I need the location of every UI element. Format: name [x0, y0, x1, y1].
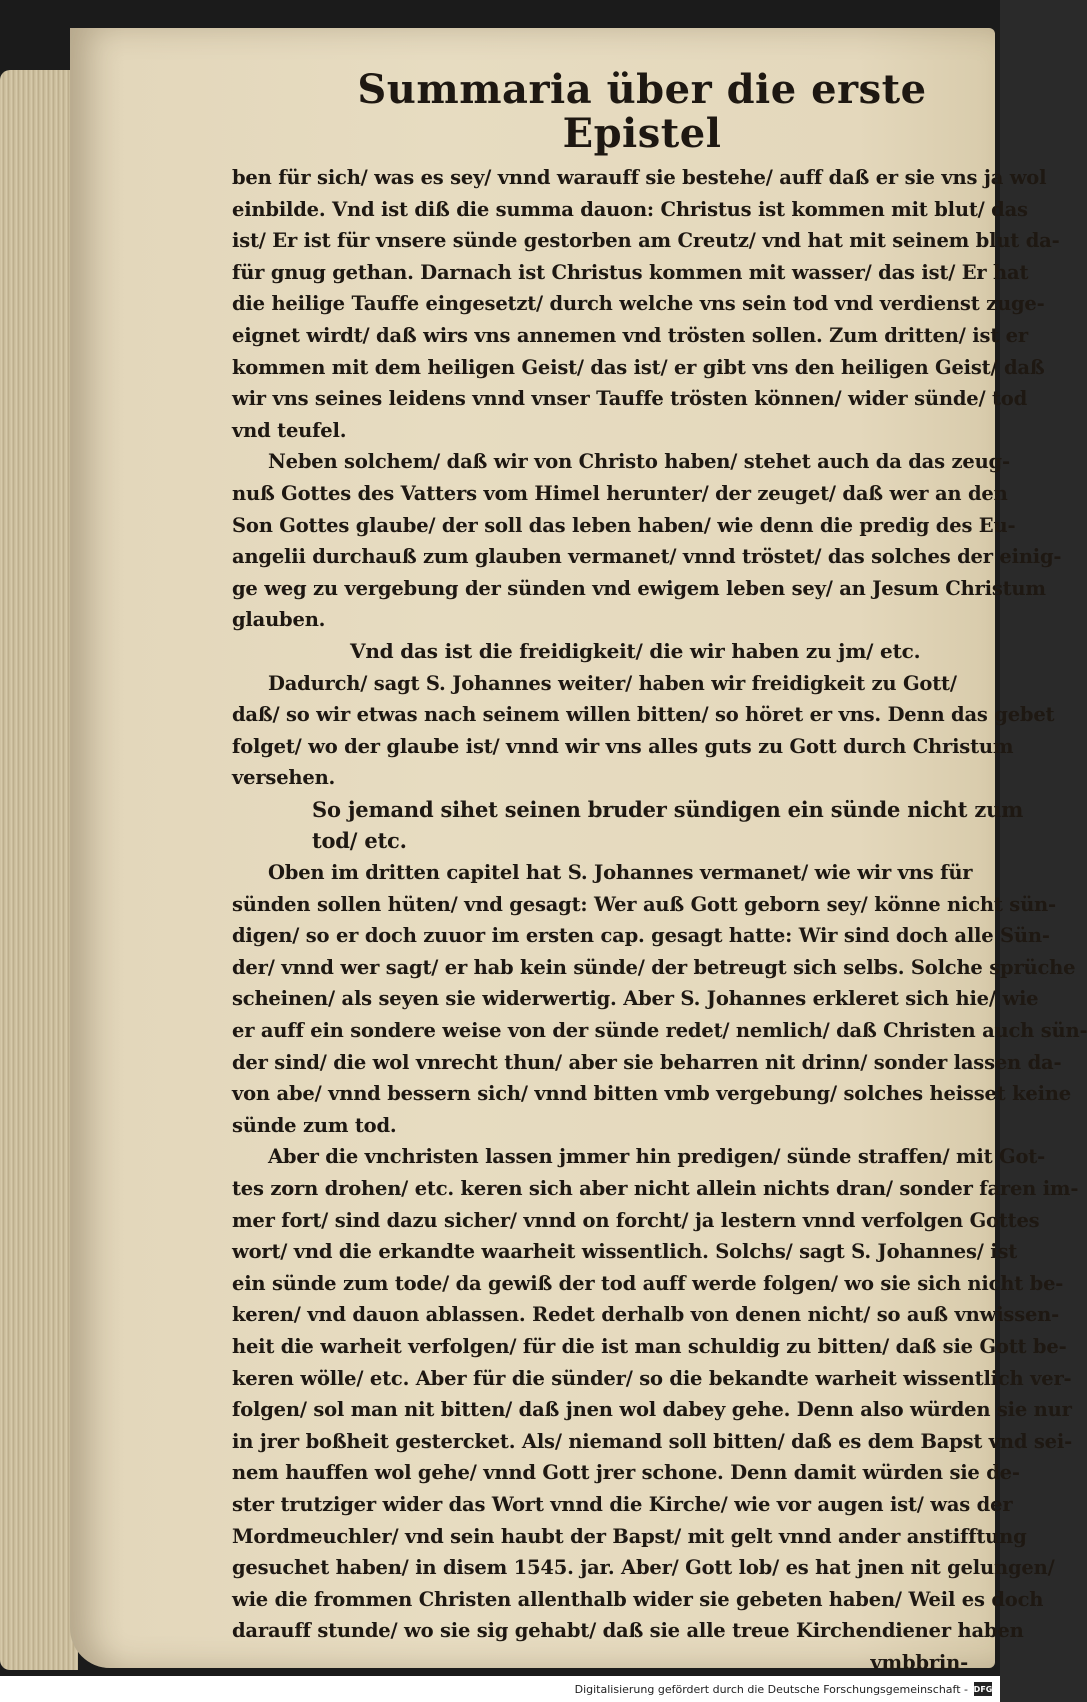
text-line: ster trutziger wider das Wort vnnd die Kirche/ wie vor augen ist/ was der — [232, 1492, 1013, 1516]
text-line: ist/ Er ist für vnsere sünde gestorben am Creutz/ vnd hat mit seinem blut da- — [232, 229, 1060, 253]
running-header: Summaria über die erste Epistel — [357, 66, 927, 157]
page-text — [232, 62, 1087, 1679]
text-line: Neben solchem/ daß wir von Christo haben/ stehet auch da das zeug- — [268, 450, 1010, 474]
text-line: Oben im dritten capitel hat S. Johannes vermanet/ wie wir vns für — [268, 861, 973, 885]
text-line: tod/ etc. — [312, 828, 407, 854]
page-edges — [0, 70, 78, 1670]
text-line: ein sünde zum tode/ da gewiß der tod auff werde folgen/ wo sie sich nicht be- — [232, 1271, 1064, 1295]
text-line: tes zorn drohen/ etc. keren sich aber nicht allein nichts dran/ sonder faren im- — [232, 1177, 1079, 1200]
text-line: der sind/ die wol vnrecht thun/ aber sie beharren nit drinn/ sonder lassen da- — [232, 1050, 1062, 1074]
credit-text: Digitalisierung gefördert durch die Deutsche Forschungsgemeinschaft - — [574, 1682, 968, 1696]
text-line: wir vns seines leidens vnnd vnser Tauffe trösten können/ wider sünde/ tod — [232, 387, 1028, 411]
text-line: darauff stunde/ wo sie sig gehabt/ daß sie alle treue Kirchendiener haben — [232, 1619, 1024, 1643]
text-line: versehen. — [232, 766, 336, 790]
text-line: sünden sollen hüten/ vnd gesagt: Wer auß Gott geborn sey/ könne nicht sün- — [232, 892, 1056, 916]
text-line: gesuchet haben/ in disem 1545. jar. Aber/ Gott lob/ es hat jnen nit gelungen/ — [232, 1556, 1055, 1580]
text-line: ge weg zu vergebung der sünden vnd ewigem leben sey/ an Jesum Christum — [232, 576, 1046, 600]
text-line: eignet wirdt/ daß wirs vns annemen vnd trösten sollen. Zum dritten/ ist er — [232, 323, 1028, 347]
dfg-credit — [575, 1682, 992, 1696]
text-line: Mordmeuchler/ vnd sein haubt der Bapst/ mit gelt vnnd ander anstifftung — [232, 1524, 1027, 1548]
text-line: nuß Gottes des Vatters vom Himel herunter/ der zeuget/ daß wer an den — [232, 481, 1008, 505]
text-line: glauben. — [232, 608, 326, 632]
text-line: für gnug gethan. Darnach ist Christus kommen mit wasser/ das ist/ Er hat — [232, 260, 1029, 284]
text-line: ben für sich/ was es sey/ vnnd warauff sie bestehe/ auff daß er sie vns ja wol — [232, 166, 1047, 189]
text-line: keren/ vnd dauon ablassen. Redet derhalb von denen nicht/ so auß vnwissen- — [232, 1303, 1060, 1327]
text-line: Aber die vnchristen lassen jmmer hin predigen/ sünde straffen/ mit Got- — [268, 1145, 1045, 1169]
text-line: der/ vnnd wer sagt/ er hab kein sünde/ der betreugt sich selbs. Solche sprüche — [232, 955, 1076, 979]
text-line: So jemand sihet seinen bruder sündigen ein sünde nicht zum — [312, 796, 1024, 822]
text-line: sünde zum tod. — [232, 1113, 397, 1137]
text-line: einbilde. Vnd ist diß die summa dauon: Christus ist kommen mit blut/ das — [232, 197, 1028, 221]
text-line: vmbbrin- — [870, 1650, 968, 1674]
text-line: angelii durchauß zum glauben vermanet/ vnnd tröstet/ das solches der einig- — [232, 545, 1062, 569]
text-lines — [232, 162, 1087, 1679]
text-line: von abe/ vnnd bessern sich/ vnnd bitten vmb vergebung/ solches heisset keine — [232, 1082, 1071, 1106]
text-line: Dadurch/ sagt S. Johannes weiter/ haben wir freidigkeit zu Gott/ — [268, 671, 957, 695]
text-line: folgen/ sol man nit bitten/ daß jnen wol dabey gehe. Denn also würden sie nur — [232, 1398, 1072, 1422]
text-line: keren wölle/ etc. Aber für die sünder/ so die bekandte warheit wissentlich ver- — [232, 1366, 1072, 1390]
text-line: in jrer boßheit gestercket. Als/ niemand soll bitten/ daß es dem Bapst vnd sei- — [232, 1429, 1072, 1453]
text-line: kommen mit dem heiligen Geist/ das ist/ er gibt vns den heiligen Geist/ daß — [232, 355, 1045, 379]
text-line: vnd teufel. — [232, 418, 347, 442]
text-line: digen/ so er doch zuuor im ersten cap. gesagt hatte: Wir sind doch alle Sün- — [232, 924, 1050, 948]
text-line: folget/ wo der glaube ist/ vnnd wir vns alles guts zu Gott durch Christum — [232, 734, 1014, 758]
dfg-logo-icon: DFG — [974, 1682, 992, 1696]
text-line: mer fort/ sind dazu sicher/ vnnd on forcht/ ja lestern vnnd verfolgen Gottes — [232, 1208, 1040, 1232]
text-line: scheinen/ als seyen sie widerwertig. Aber S. Johannes erkleret sich hie/ wie — [232, 987, 1039, 1011]
text-line: daß/ so wir etwas nach seinem willen bitten/ so höret er vns. Denn das gebet — [232, 703, 1055, 727]
text-line: er auff ein sondere weise von der sünde redet/ nemlich/ daß Christen auch sün- — [232, 1019, 1087, 1043]
text-line: heit die warheit verfolgen/ für die ist man schuldig zu bitten/ daß sie Gott be- — [232, 1334, 1067, 1358]
text-line: die heilige Tauffe eingesetzt/ durch welche vns sein tod vnd verdienst zuge- — [232, 292, 1045, 316]
text-line: Son Gottes glaube/ der soll das leben haben/ wie denn die predig des Eu- — [232, 513, 1016, 537]
text-line: Vnd das ist die freidigkeit/ die wir haben zu jm/ etc. — [350, 638, 921, 663]
text-line: wie die frommen Christen allenthalb wider sie gebeten haben/ Weil es doch — [232, 1587, 1044, 1611]
text-line: nem hauffen wol gehe/ vnnd Gott jrer schone. Denn damit würden sie de- — [232, 1461, 1020, 1485]
text-line: wort/ vnd die erkandte waarheit wissentlich. Solchs/ sagt S. Johannes/ ist — [232, 1240, 1018, 1264]
